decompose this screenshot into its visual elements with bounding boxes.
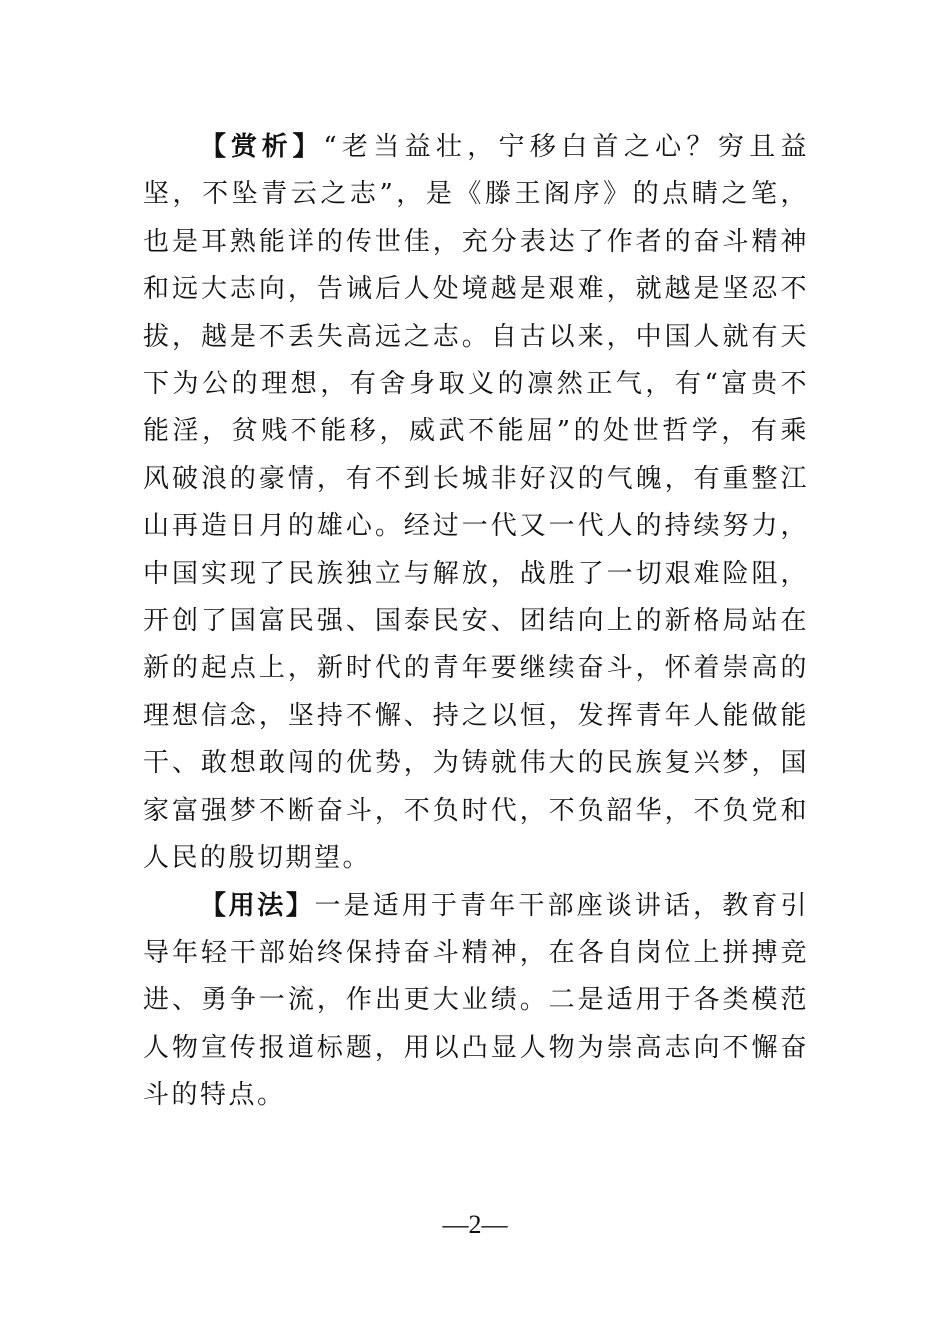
usage-paragraph [143,883,809,1120]
appreciation-label: 【赏析】 [200,132,324,162]
usage-text: 一是适用于青年干部座谈讲话，教育引导年轻干部始终保持奋斗精神，在各自岗位上拼搏竞进、勇争一流，作出更大业绩。二是适用于各类模范人物宣传报道标题，用以凸显人物为崇高志向不懈奋斗的特点。 [143,890,809,1111]
document-body [143,124,809,1120]
usage-label: 【用法】 [200,890,315,921]
appreciation-paragraph [143,124,809,883]
appreciation-text: “老当益壮，宁移白首之心？穷且益坚，不坠青云之志”，是《滕王阁序》的点睛之笔，也是耳熟能详的传世佳，充分表达了作者的奋斗精神和远大志向，告诫后人处境越是艰难，就越是坚忍不拔，越是不丢失高远之志。自古以来，中国人就有天下为公的理想，有舍身取义的凛然正气，有“富贵不能淫，贫贱不能移，威武不能屈”的处世哲学，有乘风破浪的豪情，有不到长城非好汉的气魄，有重整江山再造日月的雄心。经过一代又一代人的持续努力，中国实现了民族独立与解放，战胜了一切艰难险阻，开创了国富民强、国泰民安、团结向上的新格局站在新的起点上，新时代的青年要继续奋斗，怀着崇高的理想信念，坚持不懈、持之以恒，发挥青年人能做能干、敢想敢闯的优势，为铸就伟大的民族复兴梦，国家富强梦不断奋斗，不负时代，不负韶华，不负党和人民的殷切期望。 [143,132,809,874]
page-number: —2— [442,1210,508,1239]
